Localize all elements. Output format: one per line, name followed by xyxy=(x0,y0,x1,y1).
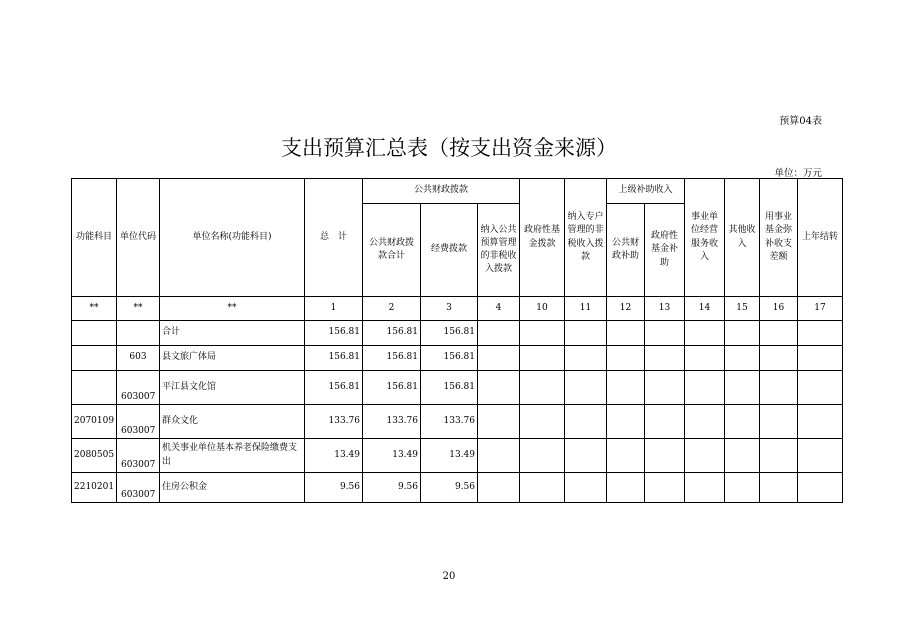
header-superior-subsidy: 上级补助收入 xyxy=(607,179,685,204)
index-cell: 16 xyxy=(760,297,798,321)
func-subject-cell: 2070109 xyxy=(72,405,117,439)
unit-code-cell xyxy=(117,321,160,346)
header-total: 总 计 xyxy=(305,179,363,297)
header-operating-funds: 经费拨款 xyxy=(421,204,478,297)
header-business-service: 事业单位经营服务收入 xyxy=(685,179,725,297)
operating-funds-cell: 9.56 xyxy=(421,473,478,503)
page-title: 支出预算汇总表（按支出资金来源） xyxy=(281,136,617,160)
func-subject-cell xyxy=(72,321,117,346)
unit-code-cell: 603 xyxy=(117,346,160,371)
header-other-income: 其他收入 xyxy=(725,179,760,297)
total-cell: 156.81 xyxy=(305,346,363,371)
func-subject-cell: 2210201 xyxy=(72,473,117,503)
operating-funds-cell: 13.49 xyxy=(421,439,478,473)
table-row xyxy=(72,439,843,473)
index-cell: 14 xyxy=(685,297,725,321)
table-row xyxy=(72,405,843,439)
unit-code-cell xyxy=(117,473,160,503)
total-cell: 13.49 xyxy=(305,439,363,473)
unit-code-text: 603007 xyxy=(121,459,156,470)
budget-table xyxy=(71,178,843,503)
index-cell: 11 xyxy=(565,297,607,321)
header-nontax-special: 纳入专户管理的非税收入拨款 xyxy=(565,179,607,297)
table-row xyxy=(72,371,843,405)
unit-name-cell: 平江县文化馆 xyxy=(160,371,305,405)
header-unit-name: 单位名称(功能科目) xyxy=(160,179,305,297)
func-subject-cell: 2080505 xyxy=(72,439,117,473)
unit-name-cell: 合计 xyxy=(160,321,305,346)
public-fiscal-total-cell: 156.81 xyxy=(363,321,421,346)
header-business-fund-gap: 用事业基金弥补收支差额 xyxy=(760,179,798,297)
index-cell: 3 xyxy=(421,297,478,321)
index-cell: ** xyxy=(72,297,117,321)
operating-funds-cell: 156.81 xyxy=(421,371,478,405)
index-cell: 17 xyxy=(798,297,843,321)
index-cell: 15 xyxy=(725,297,760,321)
header-func-subject: 功能科目 xyxy=(72,179,117,297)
index-cell: 4 xyxy=(478,297,520,321)
header-public-fiscal-total: 公共财政拨款合计 xyxy=(363,204,421,297)
unit-code-cell xyxy=(117,439,160,473)
index-cell: 2 xyxy=(363,297,421,321)
unit-code-text: 603007 xyxy=(121,489,156,500)
header-sub-public-fiscal: 公共财政补助 xyxy=(607,204,645,297)
operating-funds-cell: 156.81 xyxy=(421,346,478,371)
index-row xyxy=(72,297,843,321)
unit-code-cell xyxy=(117,405,160,439)
form-number: 预算04表 xyxy=(779,116,822,127)
unit-name-cell: 群众文化 xyxy=(160,405,305,439)
public-fiscal-total-cell: 156.81 xyxy=(363,346,421,371)
unit-name-cell: 机关事业单位基本养老保险缴费支出 xyxy=(160,439,305,473)
page-number: 20 xyxy=(442,571,456,582)
table-row xyxy=(72,346,843,371)
table-row xyxy=(72,321,843,346)
header-sub-gov-fund: 政府性基金补助 xyxy=(645,204,685,297)
public-fiscal-total-cell: 133.76 xyxy=(363,405,421,439)
unit-code-text: 603007 xyxy=(121,391,156,402)
operating-funds-cell: 156.81 xyxy=(421,321,478,346)
index-cell: 1 xyxy=(305,297,363,321)
operating-funds-cell: 133.76 xyxy=(421,405,478,439)
header-unit-code: 单位代码 xyxy=(117,179,160,297)
unit-label: 单位：万元 xyxy=(774,168,822,179)
public-fiscal-total-cell: 9.56 xyxy=(363,473,421,503)
index-cell: 13 xyxy=(645,297,685,321)
func-subject-cell xyxy=(72,346,117,371)
header-prev-year-carry: 上年结转 xyxy=(798,179,843,297)
unit-name-cell: 县文旅广体局 xyxy=(160,346,305,371)
index-cell: 10 xyxy=(520,297,565,321)
unit-code-text: 603007 xyxy=(121,425,156,436)
func-subject-cell xyxy=(72,371,117,405)
public-fiscal-total-cell: 156.81 xyxy=(363,371,421,405)
header-gov-fund: 政府性基金拨款 xyxy=(520,179,565,297)
public-fiscal-total-cell: 13.49 xyxy=(363,439,421,473)
index-cell: 12 xyxy=(607,297,645,321)
index-cell: ** xyxy=(160,297,305,321)
total-cell: 9.56 xyxy=(305,473,363,503)
unit-name-cell: 住房公积金 xyxy=(160,473,305,503)
total-cell: 156.81 xyxy=(305,371,363,405)
unit-code-cell xyxy=(117,371,160,405)
total-cell: 133.76 xyxy=(305,405,363,439)
table-row xyxy=(72,473,843,503)
index-cell: ** xyxy=(117,297,160,321)
header-nontax-public: 纳入公共预算管理的非税收入拨款 xyxy=(478,204,520,297)
header-public-fiscal: 公共财政拨款 xyxy=(363,179,520,204)
total-cell: 156.81 xyxy=(305,321,363,346)
